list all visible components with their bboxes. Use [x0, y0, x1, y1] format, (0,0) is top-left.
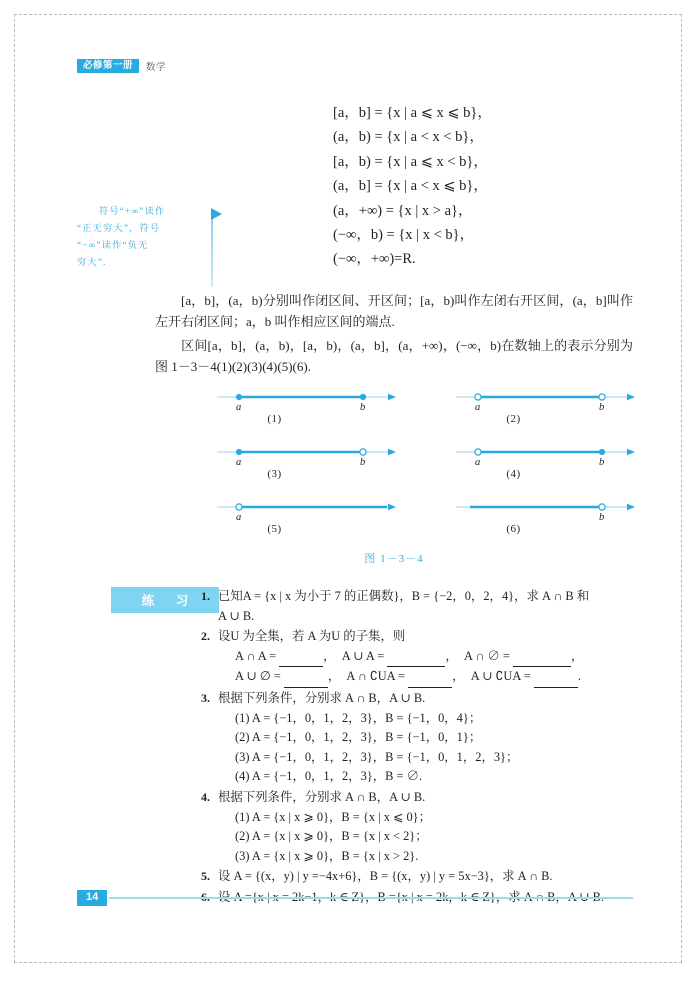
- number-line-svg: [456, 389, 636, 411]
- exercise-line: 已知A = {x | x 为小于 7 的正偶数}，B = {−2，0，2，4}，求 A ∩ B 和: [218, 589, 590, 603]
- margin-note-rule: [211, 215, 213, 287]
- number-line-svg: [217, 499, 397, 521]
- endpoint-label: b: [599, 402, 605, 413]
- endpoint-label: b: [599, 512, 605, 523]
- textbook-page: [14, 14, 682, 963]
- exercise-number: 3.: [201, 690, 210, 705]
- exercise-item: [201, 587, 641, 626]
- number-line-panel: [155, 383, 394, 438]
- panel-label: (2): [506, 413, 521, 425]
- page-footer: [77, 890, 633, 906]
- endpoint-label: a: [475, 457, 481, 468]
- formula-row: (−∞，+∞)=R.: [333, 251, 416, 268]
- fill-separator: ，: [570, 648, 584, 663]
- book-subject-label: 数学: [146, 62, 167, 73]
- paragraph-text: [a，b]，(a，b)分别叫作闭区间、开区间；[a，b)叫作左闭右开区间，(a，b]叫作左开右闭区间；a，b 叫作相应区间的端点.: [155, 293, 633, 329]
- margin-note-line-4: 穷大”.: [77, 257, 107, 267]
- exercise-subitem: (2) A = {x | x ⩾ 0}，B = {x | x < 2}；: [235, 829, 428, 844]
- panel-label: (1): [267, 413, 282, 425]
- fill-expression: A ∩ ∅ =: [463, 648, 513, 663]
- formula-row: (−∞，b) = {x | x < b}，: [333, 227, 475, 244]
- exercise-line: 根据下列条件，分别求 A ∩ B，A ∪ B.: [218, 690, 426, 705]
- fill-separator: ，: [323, 648, 342, 663]
- fill-separator: ，: [327, 669, 347, 684]
- endpoint-label: a: [236, 402, 242, 413]
- exercise-subitem: (2) A = {−1，0，1，2，3}，B = {−1，0，1}；: [235, 730, 482, 745]
- exercise-number: 4.: [201, 789, 210, 804]
- fill-separator: ，: [452, 669, 471, 684]
- footer-rule: [109, 897, 633, 899]
- exercise-fill-row: [218, 647, 641, 668]
- exercise-line: 设 A = {(x，y) | y =−4x+6}，B = {(x，y) | y = 5x−3}，求 A ∩ B.: [218, 869, 553, 884]
- panel-label: (4): [506, 468, 521, 480]
- exercise-body: [218, 788, 641, 866]
- answer-blank[interactable]: [513, 647, 571, 668]
- number-line-svg: [217, 444, 397, 466]
- paragraph-interval-names: [155, 290, 633, 332]
- exercise-line: 设U 为全集，若 A 为U 的子集，则: [218, 629, 406, 644]
- answer-blank[interactable]: [534, 667, 578, 688]
- page-number: 14: [77, 890, 107, 906]
- endpoint-label: b: [360, 402, 366, 413]
- exercise-body: [218, 689, 641, 787]
- fill-expression: A ∪ ∁UA =: [470, 669, 534, 684]
- exercise-item: [201, 627, 641, 688]
- formula-row: [a，b] = {x | a ⩽ x ⩽ b}，: [333, 105, 492, 121]
- fill-expression: A ∪ ∅ =: [235, 669, 284, 684]
- exercise-body: [218, 627, 641, 688]
- number-line-panel: [155, 438, 394, 493]
- margin-note-line-2: “正无穷大”，符号: [77, 223, 161, 233]
- number-line-svg: [456, 444, 636, 466]
- exercise-item: [201, 867, 641, 887]
- formula-row: (a，b] = {x | a < x ⩽ b}，: [333, 178, 488, 195]
- number-line: [217, 389, 397, 405]
- answer-blank[interactable]: [408, 667, 452, 688]
- exercise-number: 1.: [201, 589, 210, 603]
- number-line-grid: [155, 383, 633, 548]
- number-line-panel: [394, 438, 633, 493]
- exercise-body: [218, 587, 641, 626]
- answer-blank[interactable]: [279, 647, 323, 668]
- fill-separator: .: [577, 669, 581, 684]
- formula-row: (a，b) = {x | a < x < b}，: [333, 129, 484, 146]
- answer-blank[interactable]: [387, 647, 445, 668]
- exercise-body: [218, 867, 641, 887]
- number-line: [456, 389, 636, 405]
- endpoint-label: b: [599, 457, 605, 468]
- running-header: [77, 59, 166, 73]
- exercise-line: A ∪ B.: [218, 608, 255, 623]
- fill-expression: A ∩ A =: [235, 648, 280, 663]
- exercise-line: 根据下列条件，分别求 A ∩ B，A ∪ B.: [218, 789, 426, 804]
- exercise-fill-row: [218, 667, 641, 688]
- endpoint-label: a: [475, 402, 481, 413]
- exercise-subitem: (1) A = {x | x ⩾ 0}，B = {x | x ⩽ 0}；: [235, 809, 432, 824]
- fill-separator: ，: [445, 648, 464, 663]
- exercise-number: 2.: [201, 629, 210, 644]
- exercise-subitem: (3) A = {x | x ⩾ 0}，B = {x | x > 2}.: [235, 848, 419, 863]
- number-line-panel: [394, 493, 633, 548]
- endpoint-label: a: [236, 457, 242, 468]
- exercise-item: [201, 689, 641, 787]
- panel-label: (5): [267, 523, 282, 535]
- interval-formula-block: [333, 101, 492, 272]
- endpoint-label: b: [360, 457, 366, 468]
- margin-note-line-1: 符号“+∞”读作: [99, 206, 166, 216]
- panel-label: (6): [506, 523, 521, 535]
- fill-expression: A ∩ ∁UA =: [346, 669, 409, 684]
- margin-note-line-3: “−∞”读作“负无: [77, 240, 149, 250]
- exercise-number: 5.: [201, 869, 210, 884]
- exercise-subitem: (1) A = {−1，0，1，2，3}，B = {−1，0，4}；: [235, 710, 482, 725]
- formula-row: (a，+∞) = {x | x > a}，: [333, 202, 473, 219]
- paragraph-text: 区间[a，b]，(a，b)，[a，b)，(a，b]，(a，+∞)，(−∞，b)在数轴上的表示分别为图 1－3－4(1)(2)(3)(4)(5)(6).: [155, 338, 633, 374]
- exercise-subitem: (4) A = {−1，0，1，2，3}，B = ∅.: [235, 769, 423, 784]
- figure-1-3-4: [155, 383, 633, 566]
- exercise-subitem: (3) A = {−1，0，1，2，3}，B = {−1，0，1，2，3}；: [235, 749, 519, 764]
- number-line: [217, 444, 397, 460]
- panel-label: (3): [267, 468, 282, 480]
- fill-expression: A ∪ A =: [341, 648, 388, 663]
- answer-blank[interactable]: [284, 667, 328, 688]
- margin-note-arrow-icon: [211, 208, 222, 220]
- book-volume-badge: 必修第一册: [77, 59, 139, 73]
- formula-row: [a，b) = {x | a ⩽ x < b}，: [333, 153, 488, 170]
- figure-caption: 图 1－3－4: [364, 553, 424, 565]
- endpoint-label: a: [236, 512, 242, 523]
- exercise-item: [201, 788, 641, 866]
- number-line: [217, 499, 397, 515]
- number-line: [456, 444, 636, 460]
- exercises-heading-badge: 练 习: [111, 587, 219, 613]
- margin-note: [77, 203, 207, 271]
- number-line-svg: [456, 499, 636, 521]
- number-line-svg: [217, 389, 397, 411]
- number-line: [456, 499, 636, 515]
- number-line-panel: [155, 493, 394, 548]
- number-line-panel: [394, 383, 633, 438]
- paragraph-numberline-intro: [155, 335, 633, 377]
- exercises-list: [201, 587, 641, 909]
